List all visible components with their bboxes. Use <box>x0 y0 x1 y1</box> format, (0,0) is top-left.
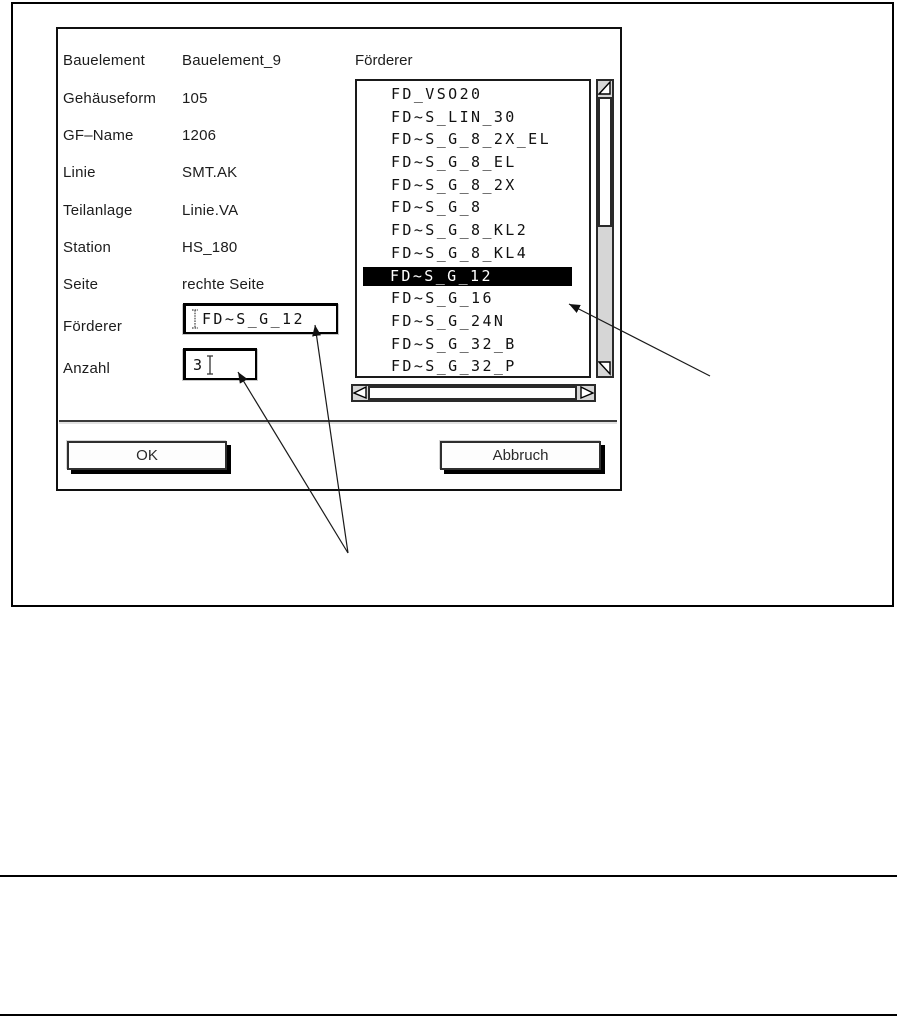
field-value: rechte Seite <box>182 276 265 293</box>
foerderer-input-label: Förderer <box>63 318 123 335</box>
horizontal-scroll-thumb[interactable] <box>368 386 577 400</box>
field-value: 1206 <box>182 127 217 144</box>
list-item[interactable]: FD~S_G_24N <box>391 311 506 330</box>
scroll-left-icon[interactable] <box>353 386 368 400</box>
list-label: Förderer <box>355 52 413 69</box>
list-item[interactable]: FD~S_G_16 <box>391 289 494 308</box>
list-item[interactable]: FD~S_G_8_EL <box>391 153 517 172</box>
text-cursor-icon <box>206 355 215 375</box>
field-label: Bauelement <box>63 52 146 69</box>
ok-button[interactable]: OK <box>67 441 227 470</box>
field-value: Linie.VA <box>182 202 239 219</box>
list-item[interactable]: FD~S_G_8_2X_EL <box>391 130 552 149</box>
footer-rule-bottom <box>0 1014 897 1016</box>
field-label: Linie <box>63 164 96 181</box>
text-cursor-icon <box>191 309 200 329</box>
field-label: Seite <box>63 276 99 293</box>
foerderer-input-value: FD~S_G_12 <box>202 310 305 328</box>
field-value: SMT.AK <box>182 164 238 181</box>
list-item[interactable]: FD~S_G_8 <box>391 198 483 217</box>
field-value: HS_180 <box>182 239 238 256</box>
foerderer-list[interactable] <box>355 79 591 378</box>
list-item[interactable]: FD~S_G_8_2X <box>391 175 517 194</box>
list-item[interactable]: FD~S_G_32_P <box>391 357 517 376</box>
list-item[interactable]: FD~S_G_32_B <box>391 334 517 353</box>
foerderer-dialog <box>56 27 622 491</box>
button-separator <box>59 420 617 422</box>
footer-rule-top <box>0 875 897 877</box>
list-item[interactable]: FD~S_G_8_KL2 <box>391 221 529 240</box>
foerderer-input[interactable] <box>183 303 338 334</box>
scroll-right-icon[interactable] <box>579 386 594 400</box>
list-item[interactable]: FD_VSO20 <box>391 85 483 103</box>
list-item[interactable]: FD~S_LIN_30 <box>391 107 517 126</box>
cancel-button[interactable]: Abbruch <box>440 441 601 470</box>
list-horizontal-scrollbar[interactable] <box>351 384 596 402</box>
scroll-up-icon[interactable] <box>598 81 612 96</box>
scroll-down-icon[interactable] <box>598 361 612 376</box>
anzahl-input-label: Anzahl <box>63 360 111 377</box>
list-item[interactable]: FD~S_G_8_KL4 <box>391 243 529 262</box>
anzahl-input[interactable] <box>183 348 257 380</box>
list-vertical-scrollbar[interactable] <box>596 79 614 378</box>
field-label: Station <box>63 239 112 256</box>
field-label: Gehäuseform <box>63 90 157 107</box>
field-value: Bauelement_9 <box>182 52 282 69</box>
vertical-scroll-thumb[interactable] <box>598 97 612 227</box>
field-label: GF–Name <box>63 127 134 144</box>
field-label: Teilanlage <box>63 202 133 219</box>
selected-highlight: FD~S_G_12 <box>363 267 572 286</box>
anzahl-input-value: 3 <box>193 355 205 374</box>
list-item-selected[interactable] <box>357 265 589 288</box>
field-value: 105 <box>182 90 208 107</box>
